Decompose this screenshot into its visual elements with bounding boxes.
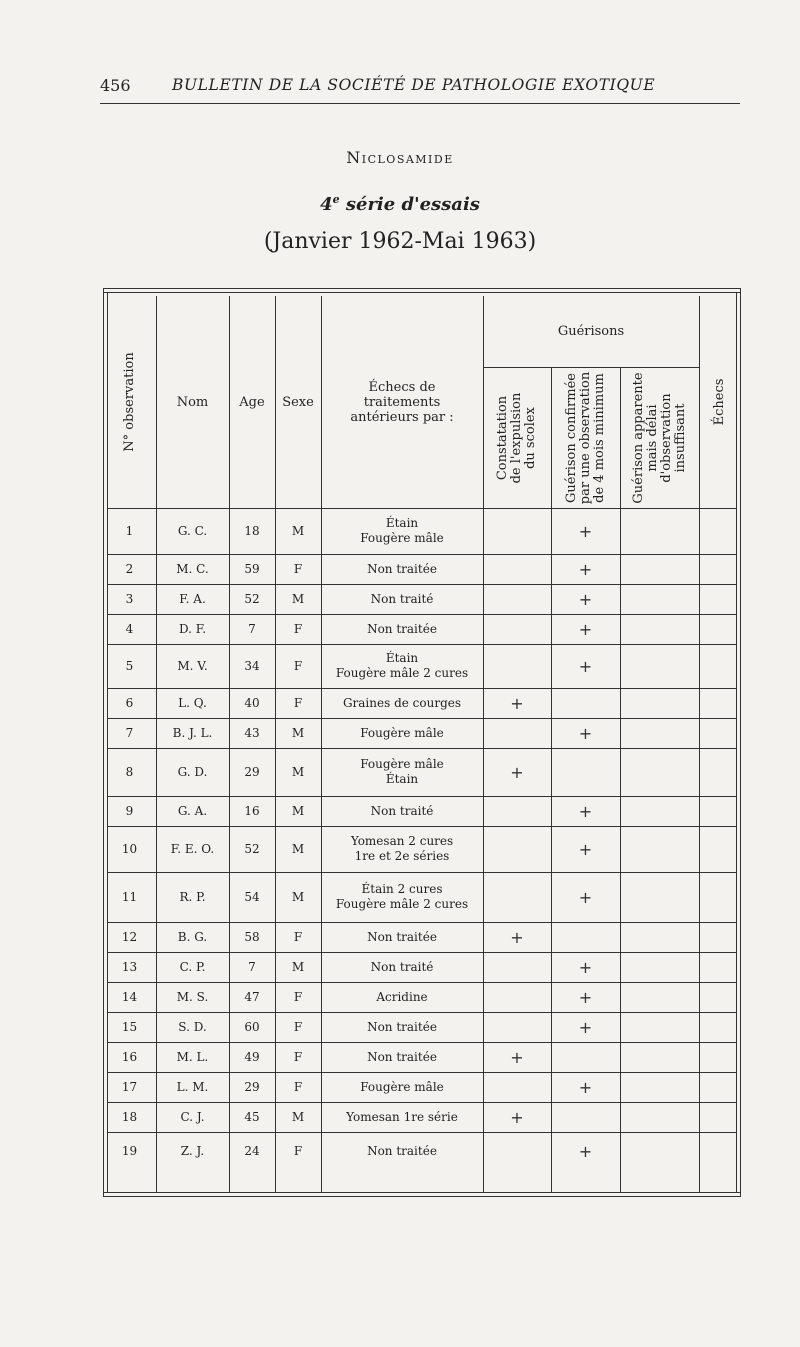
cell-nom: M. V. — [177, 658, 208, 673]
cell-observation: 17 — [121, 1079, 138, 1094]
result-plus-mark: + — [578, 559, 593, 579]
cell-nom: F. E. O. — [170, 841, 215, 856]
cell-age: 59 — [244, 561, 260, 576]
cell-traitements-anterieurs: Non traitée — [367, 929, 437, 944]
cell-traitements-anterieurs: Non traitée — [367, 561, 437, 576]
cell-age: 43 — [244, 725, 260, 740]
cell-sexe: F — [293, 695, 303, 710]
cell-nom: G. C. — [177, 523, 208, 538]
header-echecs-anterieurs: Échecs de traitements antérieurs par : — [350, 379, 454, 425]
header-echecs: Échecs — [712, 378, 727, 426]
header-expulsion-scolex: Constatation de l'expulsion du scolex — [495, 392, 538, 483]
cell-age: 60 — [244, 1019, 260, 1034]
column-rule — [620, 367, 621, 1192]
cell-observation: 6 — [125, 695, 134, 710]
result-plus-mark: + — [578, 887, 593, 907]
table-border-bottom — [103, 1196, 741, 1197]
cell-sexe: M — [291, 523, 305, 538]
cell-sexe: F — [293, 1049, 303, 1064]
header-observation: N° observation — [121, 352, 137, 452]
cell-age: 29 — [244, 764, 260, 779]
cell-observation: 3 — [125, 591, 134, 606]
column-rule — [699, 296, 700, 1192]
cell-sexe: M — [291, 959, 305, 974]
header-guerison-apparente: Guérison apparente mais délai d'observation insuffisant — [630, 371, 688, 504]
cell-age: 34 — [244, 658, 260, 673]
cell-nom: G. D. — [177, 764, 208, 779]
cell-sexe: M — [291, 803, 305, 818]
cell-sexe: M — [291, 1109, 305, 1124]
table-title: Niclosamide — [346, 148, 454, 167]
cell-traitements-anterieurs: Étain Fougère mâle 2 cures — [335, 651, 469, 680]
table-border-bottom-inner — [103, 1192, 741, 1193]
cell-nom: B. J. L. — [172, 725, 213, 740]
cell-nom: L. M. — [176, 1079, 209, 1094]
table-subtitle: 4e série d'essais — [320, 193, 480, 215]
cell-nom: M. C. — [176, 561, 209, 576]
table-border-right — [740, 288, 741, 1197]
cell-observation: 1 — [125, 523, 134, 538]
cell-nom: Z. J. — [180, 1143, 205, 1158]
result-plus-mark: + — [510, 762, 524, 782]
cell-age: 49 — [244, 1049, 260, 1064]
cell-traitements-anterieurs: Non traité — [370, 803, 434, 818]
cell-nom: B. G. — [177, 929, 208, 944]
cell-traitements-anterieurs: Étain Fougère mâle — [360, 516, 444, 545]
cell-age: 58 — [244, 929, 260, 944]
cell-age: 54 — [244, 889, 260, 904]
cell-traitements-anterieurs: Non traitée — [367, 1049, 437, 1064]
cell-observation: 16 — [121, 1049, 138, 1064]
cell-nom: G. A. — [177, 803, 208, 818]
cell-traitements-anterieurs: Graines de courges — [342, 695, 462, 710]
cell-age: 18 — [244, 523, 260, 538]
cell-age: 47 — [244, 989, 260, 1004]
page-number: 456 — [100, 76, 131, 95]
result-plus-mark: + — [510, 1047, 524, 1067]
cell-observation: 7 — [125, 725, 134, 740]
cell-sexe: F — [293, 929, 303, 944]
cell-age: 7 — [248, 959, 256, 974]
cell-observation: 12 — [121, 929, 138, 944]
result-plus-mark: + — [578, 801, 593, 821]
cell-traitements-anterieurs: Fougère mâle Étain — [360, 757, 444, 786]
header-rule — [100, 103, 740, 104]
table-border-right-inner — [736, 292, 737, 1192]
cell-nom: L. Q. — [178, 695, 207, 710]
header-guerisons: Guérisons — [557, 324, 625, 339]
date-range: (Janvier 1962-Mai 1963) — [263, 229, 537, 254]
result-plus-mark: + — [578, 987, 593, 1007]
cell-observation: 4 — [125, 621, 134, 636]
cell-sexe: M — [291, 889, 305, 904]
cell-observation: 9 — [125, 803, 134, 818]
cell-nom: M. S. — [176, 989, 209, 1004]
result-plus-mark: + — [578, 1077, 593, 1097]
result-plus-mark: + — [578, 589, 593, 609]
header-nom: Nom — [176, 394, 209, 410]
result-plus-mark: + — [578, 619, 593, 639]
cell-sexe: M — [291, 841, 305, 856]
cell-sexe: M — [291, 725, 305, 740]
cell-age: 16 — [244, 803, 260, 818]
cell-traitements-anterieurs: Yomesan 1re série — [346, 1109, 458, 1124]
cell-age: 52 — [244, 841, 260, 856]
result-plus-mark: + — [510, 1107, 524, 1127]
cell-traitements-anterieurs: Non traité — [370, 591, 434, 606]
cell-nom: S. D. — [178, 1019, 207, 1034]
cell-nom: D. F. — [178, 621, 207, 636]
cell-sexe: F — [293, 989, 303, 1004]
result-plus-mark: + — [578, 656, 593, 676]
results-table — [103, 288, 741, 1197]
cell-traitements-anterieurs: Non traité — [370, 959, 434, 974]
cell-traitements-anterieurs: Fougère mâle — [360, 1079, 444, 1094]
cell-age: 7 — [248, 621, 256, 636]
header-sexe: Sexe — [282, 394, 314, 410]
cell-traitements-anterieurs: Acridine — [376, 989, 428, 1004]
cell-observation: 11 — [121, 889, 138, 904]
cell-observation: 10 — [121, 841, 138, 856]
cell-sexe: F — [293, 1019, 303, 1034]
cell-sexe: F — [293, 1079, 303, 1094]
running-title: BULLETIN DE LA SOCIÉTÉ DE PATHOLOGIE EXOTIQUE — [172, 76, 656, 94]
cell-traitements-anterieurs: Yomesan 2 cures 1re et 2e séries — [350, 834, 454, 863]
cell-traitements-anterieurs: Non traitée — [367, 1019, 437, 1034]
result-plus-mark: + — [578, 957, 593, 977]
cell-sexe: M — [291, 764, 305, 779]
guerisons-subrule — [483, 367, 699, 368]
result-plus-mark: + — [578, 839, 593, 859]
cell-nom: F. A. — [179, 591, 206, 606]
cell-traitements-anterieurs: Étain 2 cures Fougère mâle 2 cures — [335, 882, 469, 911]
result-plus-mark: + — [578, 1141, 593, 1161]
result-plus-mark: + — [578, 1017, 593, 1037]
header-guerison-confirmee: Guérison confirmée par une observation de 4 mois minimum — [563, 371, 607, 504]
cell-sexe: F — [293, 621, 303, 636]
cell-traitements-anterieurs: Non traitée — [367, 621, 437, 636]
table-border-top-inner — [103, 292, 741, 293]
cell-age: 52 — [244, 591, 260, 606]
cell-age: 45 — [244, 1109, 260, 1124]
cell-sexe: F — [293, 561, 303, 576]
result-plus-mark: + — [578, 723, 593, 743]
cell-observation: 14 — [121, 989, 138, 1004]
cell-sexe: F — [293, 1143, 303, 1158]
cell-age: 29 — [244, 1079, 260, 1094]
cell-observation: 19 — [121, 1143, 138, 1158]
cell-sexe: F — [293, 658, 303, 673]
cell-observation: 2 — [125, 561, 134, 576]
cell-age: 24 — [244, 1143, 260, 1158]
table-border-top — [103, 288, 741, 289]
cell-nom: R. P. — [179, 889, 206, 904]
cell-observation: 15 — [121, 1019, 138, 1034]
result-plus-mark: + — [578, 521, 593, 541]
cell-observation: 5 — [125, 658, 134, 673]
cell-nom: C. P. — [179, 959, 206, 974]
cell-nom: C. J. — [180, 1109, 205, 1124]
cell-observation: 8 — [125, 764, 134, 779]
cell-observation: 18 — [121, 1109, 138, 1124]
cell-traitements-anterieurs: Non traitée — [367, 1143, 437, 1158]
cell-sexe: M — [291, 591, 305, 606]
cell-age: 40 — [244, 695, 260, 710]
result-plus-mark: + — [510, 927, 524, 947]
header-age: Age — [239, 394, 265, 410]
cell-observation: 13 — [121, 959, 138, 974]
column-rule — [551, 367, 552, 1192]
running-header — [100, 76, 740, 98]
result-plus-mark: + — [510, 693, 524, 713]
cell-nom: M. L. — [176, 1049, 209, 1064]
cell-traitements-anterieurs: Fougère mâle — [360, 725, 444, 740]
